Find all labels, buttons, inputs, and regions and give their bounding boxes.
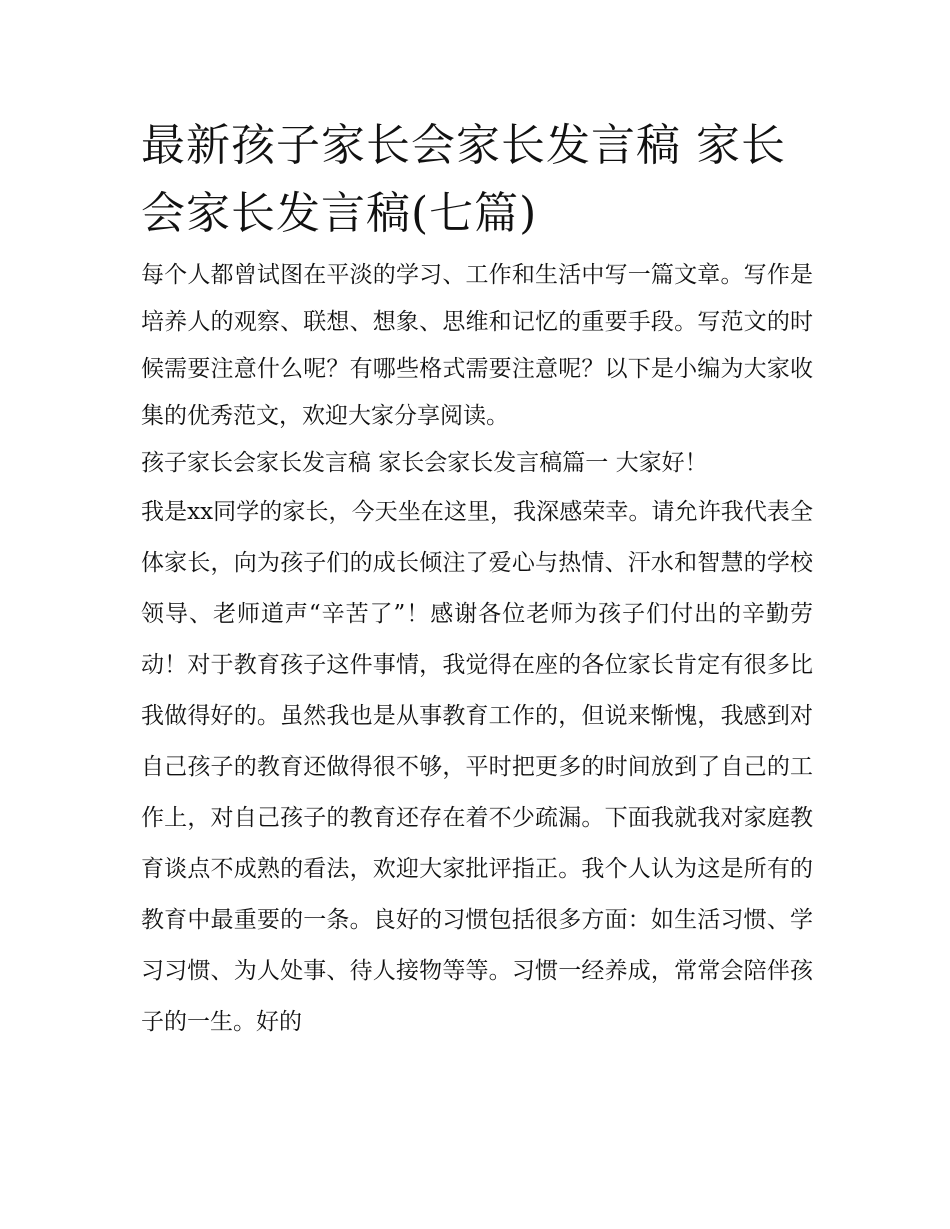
document-title: 最新孩子家长会家长发言稿 家长会家长发言稿(七篇) <box>141 120 786 239</box>
intro-paragraph: 每个人都曾试图在平淡的学习、工作和生活中写一篇文章。写作是培养人的观察、联想、想象、思维和记忆的重要手段。写范文的时候需要注意什么呢？有哪些格式需要注意呢？以下是小编为大家收集的优秀范文，欢迎大家分享阅读。 <box>141 262 813 429</box>
section-heading: 孩子家长会家长发言稿 家长会家长发言稿篇一 大家好！ <box>141 450 708 476</box>
body-paragraph: 我是xx同学的家长，今天坐在这里，我深感荣幸。请允许我代表全体家长，向为孩子们的成长倾注了爱心与热情、汗水和智慧的学校领导、老师道声“辛苦了”！感谢各位老师为孩子们付出的辛勤劳动！对于教育孩子这件事情，我觉得在座的各位家长肯定有很多比我做得好的。虽然我也是从事教育工作的，但说来惭愧，我感到对自己孩子的教育还做得很不够，平时把更多的时间放到了自己的工作上，对自己孩子的教育还存在着不少疏漏。下面我就我对家庭教育谈点不成熟的看法，欢迎大家批评指正。我个人认为这是所有的教育中最重要的一条。良好的习惯包括很多方面：如生活习惯、学习习惯、为人处事、待人接物等等。习惯一经养成，常常会陪伴孩子的一生。好的 <box>141 499 813 1035</box>
document-content <box>141 112 813 1048</box>
